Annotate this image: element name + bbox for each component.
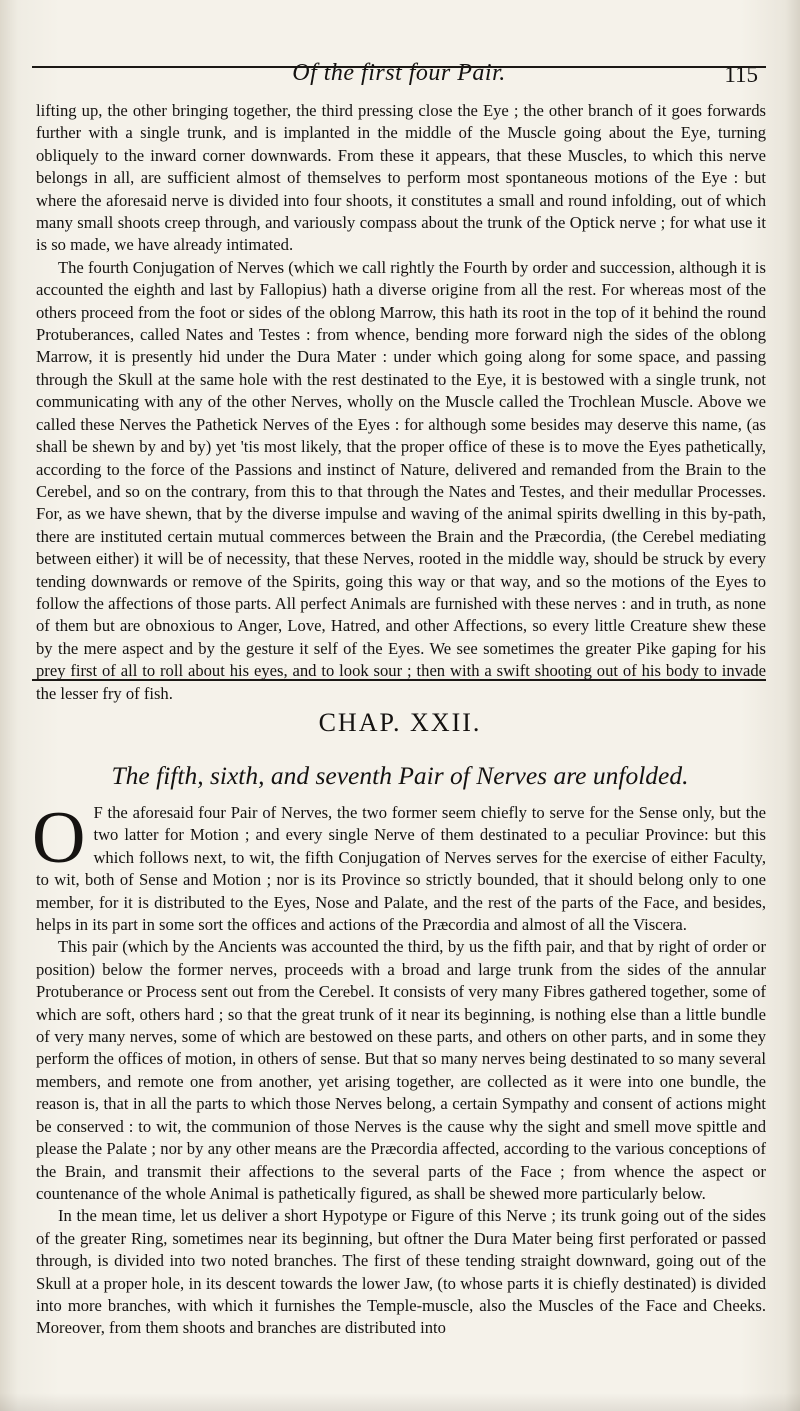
paragraph: In the mean time, let us deliver a short Hypotype or Figure of this Nerve ; its trunk going out of the sides of the greater Ring, sometimes near its beginning, but oftner the Dura Mater being first perforated or passed through, is divided into two noted branches. The first of these tending straight downward, going out of the Skull at a proper hole, in its descent towards the lower Jaw, (to whose parts it is chiefly destinated) is divided into more branches, with which it furnishes the Temple-muscle, also the Muscles of the Face and Cheeks. Moreover, from them shoots and branches are distributed into [36, 1206, 766, 1338]
chapter-title: The fifth, sixth, and seventh Pair of Nerves are unfolded. [111, 761, 689, 790]
section-fourth-pair [36, 100, 766, 705]
header-rule [32, 66, 766, 68]
opening-paragraph [32, 797, 766, 936]
paragraph: lifting up, the other bringing together, the third pressing close the Eye ; the other branch of it goes forwards further with a single trunk, and is implanted in the middle of the Muscle going about the Eye, turning obliquely to the inward corner downwards. From these it appears, that these Muscles, to which this nerve belongs in all, are sufficient almost of themselves to perform most spontaneous motions of the Eye : but where the aforesaid nerve is divided into four shoots, it constitutes a small and round infolding, out of which many small shoots creep through, and variously compass about the trunk of the Optick nerve ; for what use it is so made, we have already intimated. [36, 101, 766, 255]
paragraph-text: F the aforesaid four Pair of Nerves, the two former seem chiefly to serve for the Sense only, but the two latter for Motion ; and every single Nerve of them destinated to a peculiar Province: but this which follows next, to wit, the fifth Conjugation of Nerves serves for the exercise of either Faculty, to wit, both of Sense and Motion ; nor is its Province so strictly bounded, that it should belong only to one member, for it is distributed to the Eyes, Nose and Palate, and the rest of the parts of the Face, and besides, helps in its part in some sort the offices and actions of the Præcordia and almost of all the Viscera. [36, 803, 766, 935]
page-number: 115 [724, 62, 758, 87]
chapter-heading: CHAP. XXII. [318, 708, 482, 737]
paragraph: This pair (which by the Ancients was accounted the third, by us the fifth pair, and that by right of order or position) below the former nerves, proceeds with a broad and large trunk from the sides of the annular Protuberance or Process sent out from the Cerebel. It consists of very many Fibres gathered together, some of which are soft, others hard ; so that the great trunk of it near its beginning, is nothing else than a little bundle of very many nerves, some of which are bestowed on these parts, and others on other parts, and in some they perform the offices of motion, in others of sense. But that so many nerves being destinated to so many several members, and remote one from another, yet arising together, are collected as it were into one bundle, the reason is, that in all the parts to which those Nerves belong, a certain Sympathy and consent of actions might be conserved : to wit, the communion of those Nerves is the cause why the sight and smell move spittle and please the Palate ; nor by any other means are the Præcordia affected, according to the various conceptions of the Brain, and transmit their affections to the several parts of the Face ; from whence the aspect or countenance of the whole Animal is pathetically figured, as shall be shewed more particularly below. [36, 937, 766, 1203]
page-header [32, 58, 766, 90]
drop-cap: O [32, 797, 86, 879]
paragraph: The fourth Conjugation of Nerves (which we call rightly the Fourth by order and succession, although it is accounted the eighth and last by Fallopius) hath a diverse origine from all the rest. For whereas most of the others proceed from the foot or sides of the oblong Marrow, this hath its root in the top of it behind the round Protuberances, called Nates and Testes : from whence, bending more forward nigh the sides of the oblong Marrow, it is presently hid under the Dura Mater : under which going along for some space, and passing through the Skull at the same hole with the rest destinated to the Eye, it is bestowed with a single trunk, not communicating with any of the other Nerves, wholly on the Muscle called the Trochlean Muscle. Above we called these Nerves the Pathetick Nerves of the Eyes : for although some besides may deserve this name, (as shall be shewn by and by) yet 'tis most likely, that the proper office of these is to move the Eyes pathetically, according to the force of the Passions and instinct of Nature, delivered and remanded from the Brain to the Cerebel, and so on the contrary, from this to that through the Nates and Testes, and their medullar Processes. For, as we have shewn, that by the diverse impulse and waving of the animal spirits dwelling in this by-path, there are instituted certain mutual commerces between the Brain and the Præcordia, (the Cerebel mediating between either) it will be of necessity, that these Nerves, rooted in the middle way, should be struck by every tending downwards or remove of the Spirits, going this way or that way, and so the motions of the Eyes to follow the affections of those parts. All perfect Animals are furnished with these nerves : and in truth, as none of them but are obnoxious to Anger, Love, Hatred, and other Affections, so every little Creature shew these by the mere aspect and by the gesture it self of the Eyes. We see sometimes the greater Pike gaping for his prey first of all to roll about his eyes, and to look sour ; then with a swift shooting out of his body to invade the lesser fry of fish. [36, 257, 766, 703]
running-head: Of the first four Pair. [292, 60, 506, 86]
page-edge-shadow [0, 1393, 800, 1411]
section-fifth-pair [32, 797, 766, 1340]
chapter-rule [32, 679, 766, 681]
